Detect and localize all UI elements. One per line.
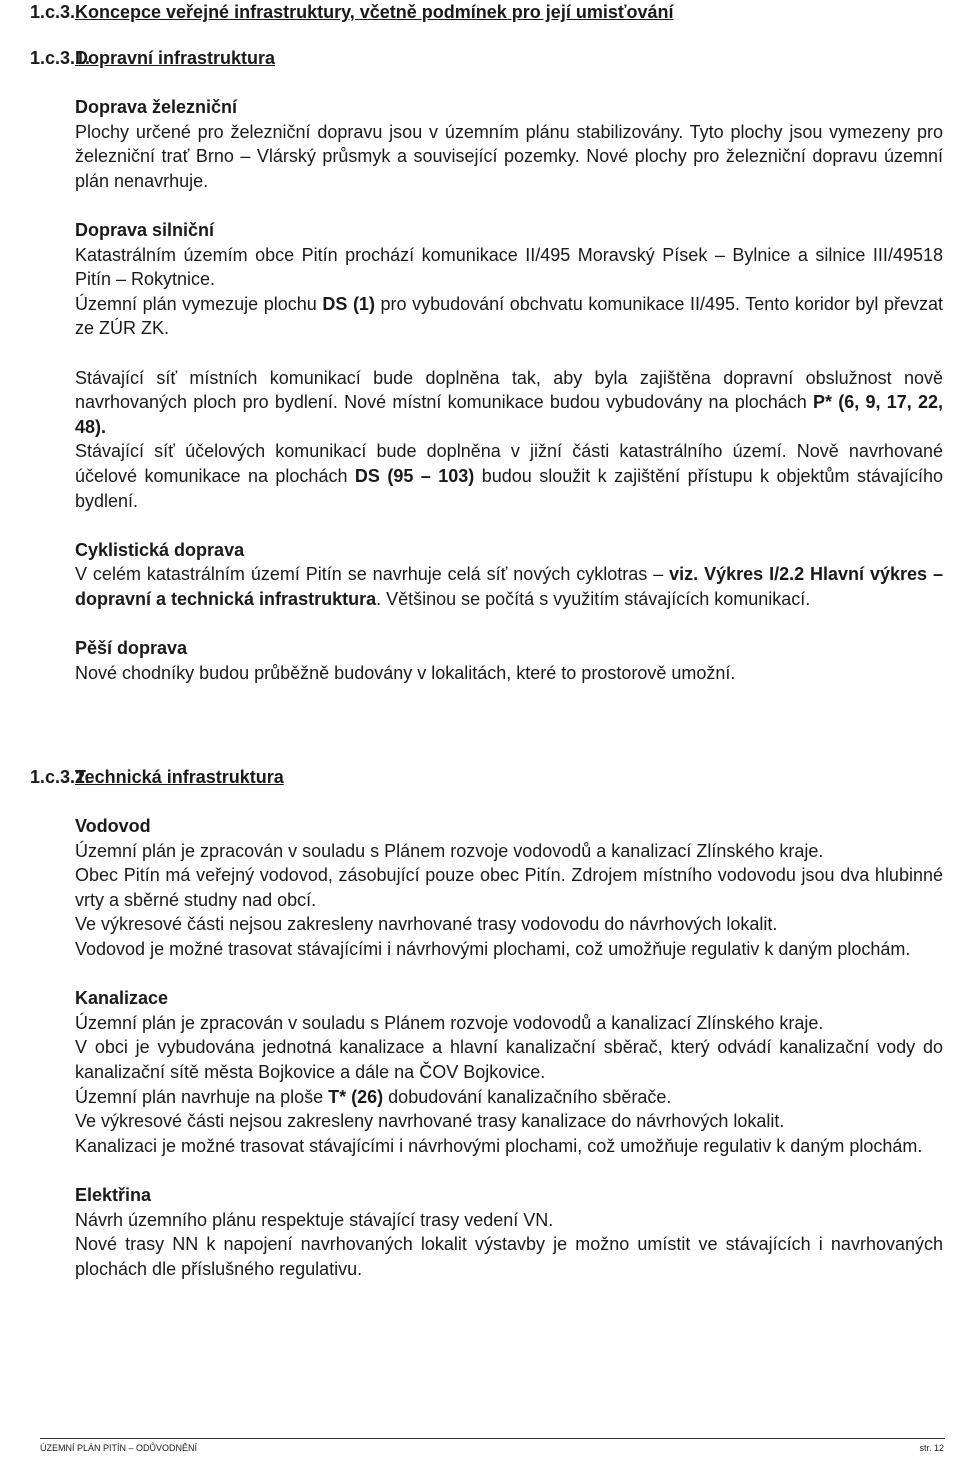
rail-text: Plochy určené pro železniční dopravu jsou v územním plánu stabilizovány. Tyto plochy jsou vymezeny pro železniční trať Brno – Vlárský průsmyk a související pozemky. Nové plochy pro železniční dopravu územní plán nenavrhuje. [75,121,943,191]
road-paragraph-3: Stávající síť místních komunikací bude doplněna tak, aby byla zajištěna dopravní obslužnost nově navrhovaných ploch pro bydlení. Nové místní komunikace budou vybudovány na plochách P* (6, 9, 17, 22, 48). [75,367,943,437]
sewer-paragraph-2: V obci je vybudována jednotná kanalizace a hlavní kanalizační sběrač, který odvádí kanalizační vody do kanalizační sítě města Bojkovice a dále na ČOV Bojkovice. [75,1037,943,1082]
section-heading-1c3 [30,0,673,25]
section-heading-1c32 [30,765,284,790]
transport-section [75,95,943,685]
road-paragraph-2: Územní plán vymezuje plochu DS (1) pro vybudování obchvatu komunikace II/495. Tento koridor byl převzat ze ZÚR ZK. [75,293,943,339]
water-paragraph-2: Obec Pitín má veřejný vodovod, zásobující pouze obec Pitín. Zdrojem místního vodovodu jsou dva hlubinné vrty a sběrné studny nad obcí. [75,865,943,910]
electric-paragraph-1: Návrh územního plánu respektuje stávající trasy vedení VN. [75,1209,554,1230]
sewer-paragraph-1: Územní plán je zpracován v souladu s Plánem rozvoje vodovodů a kanalizací Zlínského kraje. [75,1012,824,1033]
pedestrian-title: Pěší doprava [75,638,188,659]
road-paragraph-4: Stávající síť účelových komunikací bude doplněna v jižní části katastrálního území. Nově navrhované účelové komunikace na plochách DS (95 – 103) budou sloužit k zajištění přístupu k objektům stávajícího bydlení. [75,441,943,511]
footer-document-title: ÚZEMNÍ PLÁN PITÍN – ODŮVODNĚNÍ [40,1443,198,1453]
heading-number: 1.c.3.2. [30,767,91,787]
heading-number: 1.c.3. [30,2,76,22]
water-title: Vodovod [75,816,151,836]
road-title: Doprava silniční [75,219,215,240]
road-paragraph-1: Katastrálním územím obce Pitín prochází komunikace II/495 Moravský Písek – Bylnice a silnice III/49518 Pitín – Rokytnice. [75,244,943,290]
sewer-paragraph-3: Územní plán navrhuje na ploše T* (26) dobudování kanalizačního sběrače. [75,1086,672,1107]
technical-section [75,814,943,1281]
rail-title: Doprava železniční [75,97,238,117]
water-paragraph-1: Územní plán je zpracován v souladu s Plánem rozvoje vodovodů a kanalizací Zlínského kraje. [75,840,824,861]
footer-page-number: str. 12 [919,1443,944,1453]
heading-title: Technická infrastruktura [75,767,284,787]
footer-divider [40,1438,945,1439]
water-paragraph-3: Ve výkresové části nejsou zakresleny navrhované trasy vodovodu do návrhových lokalit. [75,914,778,935]
water-paragraph-4: Vodovod je možné trasovat stávajícími i návrhovými plochami, což umožňuje regulativ k daným plochám. [75,938,911,959]
section-heading-1c31 [30,46,275,71]
sewer-paragraph-4: Ve výkresové části nejsou zakresleny navrhované trasy kanalizace do návrhových lokalit. [75,1111,785,1132]
heading-title: Dopravní infrastruktura [75,48,276,68]
heading-number: 1.c.3.1. [30,48,91,68]
sewer-paragraph-5: Kanalizaci je možné trasovat stávajícími i návrhovými plochami, což umožňuje regulativ k daným plochám. [75,1135,923,1156]
sewer-title: Kanalizace [75,988,169,1009]
heading-title: Koncepce veřejné infrastruktury, včetně podmínek pro její umisťování [75,2,674,22]
electric-title: Elektřina [75,1184,152,1205]
pedestrian-text: Nové chodníky budou průběžně budovány v lokalitách, které to prostorově umožní. [75,662,736,683]
cycle-text: V celém katastrálním území Pitín se navrhuje celá síť nových cyklotras – viz. Výkres I/2.2 Hlavní výkres – dopravní a technická infrastruktura. Většinou se počítá s využitím stávajících komunikací. [75,564,943,609]
electric-paragraph-2: Nové trasy NN k napojení navrhovaných lokalit výstavby je možno umístit ve stávajících i navrhovaných plochách dle příslušného regulativu. [75,1234,943,1279]
cycle-title: Cyklistická doprava [75,539,245,560]
